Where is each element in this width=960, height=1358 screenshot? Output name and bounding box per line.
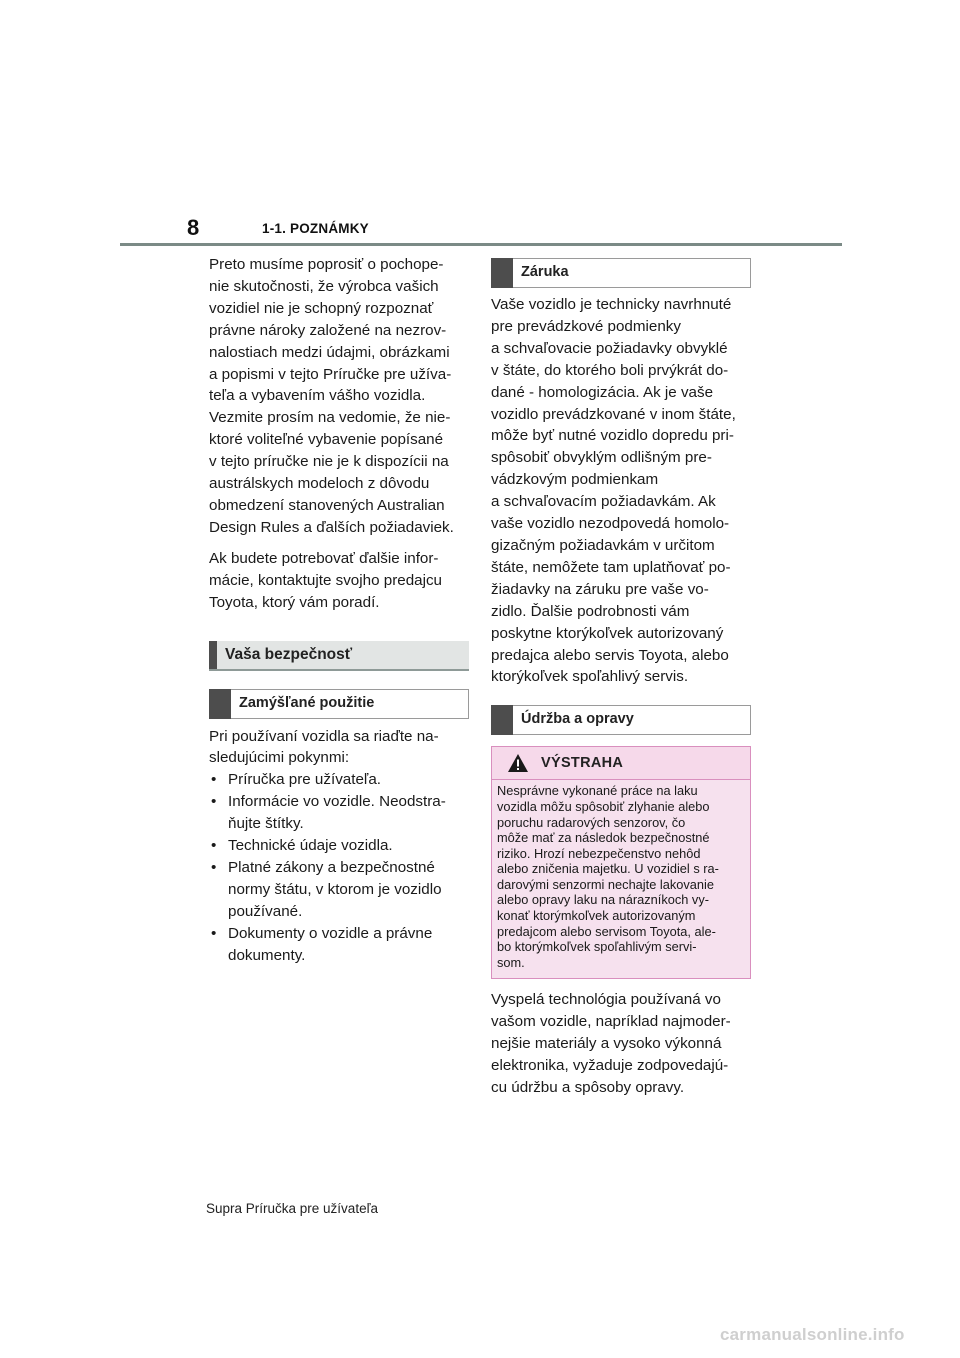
guidance-list (209, 769, 469, 966)
heading-bar (209, 689, 231, 719)
text-line: obmedzení stanovených Australian (209, 496, 445, 514)
text-line: vašom vozidle, napríklad najmoder- (491, 1013, 731, 1031)
text-line: Pri používaní vozidla sa riaďte na- (209, 727, 439, 745)
text-line: a schvaľovacím požiadavkám. Ak (491, 493, 716, 511)
intended-use-heading (209, 689, 469, 719)
text-line: Vaše vozidlo je technicky navrhnuté (491, 296, 732, 313)
watermark-logo: carmanualsonline.info (720, 1325, 905, 1344)
text-line: poskytne ktorýkoľvek autorizovaný (491, 624, 724, 642)
section-title: 1-1. POZNÁMKY (262, 221, 369, 236)
intro-paragraph (209, 254, 469, 539)
list-item-line: Platné zákony a bezpečnostné (228, 858, 435, 876)
text-line: v tejto príručke nie je k dispozícii na (209, 453, 449, 471)
text-line: vozidiel nie je schopný rozpoznať (209, 299, 434, 317)
warranty-heading (491, 258, 751, 288)
text-line: pre prevádzkové podmienky (491, 317, 681, 335)
text-line: môže byť nutné vozidlo dopredu pri- (491, 427, 734, 445)
text-line: predajcom alebo servisom Toyota, ale- (497, 923, 716, 939)
text-line: austrálskych modeloch z dôvodu (209, 475, 430, 493)
list-item (209, 835, 469, 857)
text-line: Vezmite prosím na vedomie, že nie- (209, 409, 451, 427)
header-rule (120, 243, 842, 246)
text-line: ktorýkoľvek spoľahlivý servis. (491, 668, 689, 686)
warranty-heading-text: Záruka (521, 264, 569, 280)
heading-bar (491, 705, 513, 735)
warning-header (492, 747, 750, 780)
text-line: som. (497, 954, 525, 970)
text-line: Preto musíme poprosiť o pochope- (209, 256, 444, 273)
text-line: môže mať za následok bezpečnostné (497, 830, 710, 846)
list-item (209, 857, 469, 923)
bullet-icon: • (211, 837, 217, 855)
warranty-paragraph (491, 294, 751, 688)
text-line: a schvaľovacie požiadavky obvyklé (491, 339, 728, 357)
warning-box (491, 746, 751, 979)
text-line: poruchu radarových senzorov, čo (497, 814, 686, 830)
text-line: Nesprávne vykonané práce na laku (497, 783, 698, 799)
text-line: Ak budete potrebovať ďalšie infor- (209, 549, 439, 567)
list-item-line: Informácie vo vozidle. Neodstra- (228, 793, 446, 811)
text-line: cu údržbu a spôsoby opravy. (491, 1079, 685, 1097)
warning-title: VÝSTRAHA (541, 755, 624, 772)
text-line: žiadavky na záruku pre vaše vo- (491, 580, 709, 598)
text-line: zidlo. Ďalšie podrobnosti vám (491, 602, 690, 620)
text-line: dané - homologizácia. Ak je vaše (491, 383, 714, 401)
maintenance-heading (491, 705, 751, 735)
text-line: v štáte, do ktorého boli prvýkrát do- (491, 361, 729, 379)
text-line: vádzkovým podmienkam (491, 471, 659, 489)
text-line: bo ktorýmkoľvek spoľahlivým servi- (497, 939, 697, 955)
text-line: vaše vozidlo nezodpovedá homolo- (491, 515, 730, 533)
text-line: vozidlo prevádzkované v inom štáte, (491, 405, 736, 423)
technology-paragraph (491, 989, 751, 1099)
list-item (209, 923, 469, 967)
list-item-line: používané. (228, 902, 303, 920)
text-line: mácie, kontaktujte svojho predajcu (209, 571, 443, 589)
text-line: spôsobiť obvyklým odlišným pre- (491, 449, 712, 467)
text-line: právne nároky založené na nezrov- (209, 321, 447, 339)
contact-paragraph (209, 548, 469, 614)
intended-use-heading-text: Zamýšľané použitie (239, 694, 375, 711)
text-line: Vyspelá technológia používaná vo (491, 991, 721, 1009)
text-line: alebo zničenia majetku. U vozidiel s ra- (497, 861, 719, 877)
text-line: vozidla môžu spôsobiť zlyhanie alebo (497, 798, 710, 814)
warning-text (492, 780, 750, 970)
guidance-paragraph (209, 726, 469, 770)
maintenance-heading-text: Údržba a opravy (521, 711, 634, 728)
list-item (209, 769, 469, 791)
text-line: teľa a vybavením vášho vozidla. (209, 387, 426, 405)
list-item-line: Technické údaje vozidla. (228, 837, 393, 855)
list-item-line: normy štátu, v ktorom je vozidlo (228, 880, 442, 898)
text-line: predajca alebo servis Toyota, alebo (491, 646, 729, 664)
bullet-icon: • (211, 924, 217, 942)
text-line: sledujúcimi pokynmi: (209, 749, 350, 767)
list-item-line: Príručka pre užívateľa. (228, 771, 381, 789)
heading-bar (209, 641, 217, 669)
text-line: nie skutočnosti, že výrobca vašich (209, 277, 439, 295)
list-item-line: ňujte štítky. (228, 815, 304, 833)
text-line: nalostiach medzi údajmi, obrázkami (209, 343, 450, 361)
text-line: konať ktorýmkoľvek autorizovaným (497, 908, 696, 924)
list-item-line: Dokumenty o vozidle a právne (228, 924, 433, 942)
text-line: Toyota, ktorý vám poradí. (209, 593, 380, 611)
footer-manual-name: Supra Príručka pre užívateľa (206, 1201, 379, 1216)
safety-heading-text: Vaša bezpečnosť (225, 645, 353, 663)
safety-heading (209, 641, 469, 671)
text-line: darovými senzormi nechajte lakovanie (497, 876, 714, 892)
list-item-line: dokumenty. (228, 946, 306, 964)
page-number: 8 (187, 215, 200, 240)
list-item (209, 791, 469, 835)
right-column (491, 258, 751, 1099)
text-line: alebo opravy laku na nárazníkoch vy- (497, 892, 709, 908)
text-line: štáte, nemôžete tam uplatňovať po- (491, 558, 731, 576)
warning-triangle-icon (507, 753, 529, 773)
bullet-icon: • (211, 858, 217, 876)
text-line: Design Rules a ďalších požiadaviek. (209, 518, 454, 536)
text-line: nejšie materiály a vysoko výkonná (491, 1035, 722, 1053)
bullet-icon: • (211, 793, 217, 811)
heading-bar (491, 258, 513, 288)
bullet-icon: • (211, 771, 217, 789)
text-line: riziko. Hrozí nebezpečenstvo nehôd (497, 845, 701, 861)
text-line: ktoré voliteľné vybavenie popísané (209, 431, 444, 449)
text-line: gizačným požiadavkám v určitom (491, 536, 715, 554)
text-line: elektronika, vyžaduje zodpovedajú- (491, 1057, 729, 1075)
text-line: a popismi v tejto Príručke pre užíva- (209, 365, 452, 383)
left-column (209, 254, 469, 966)
